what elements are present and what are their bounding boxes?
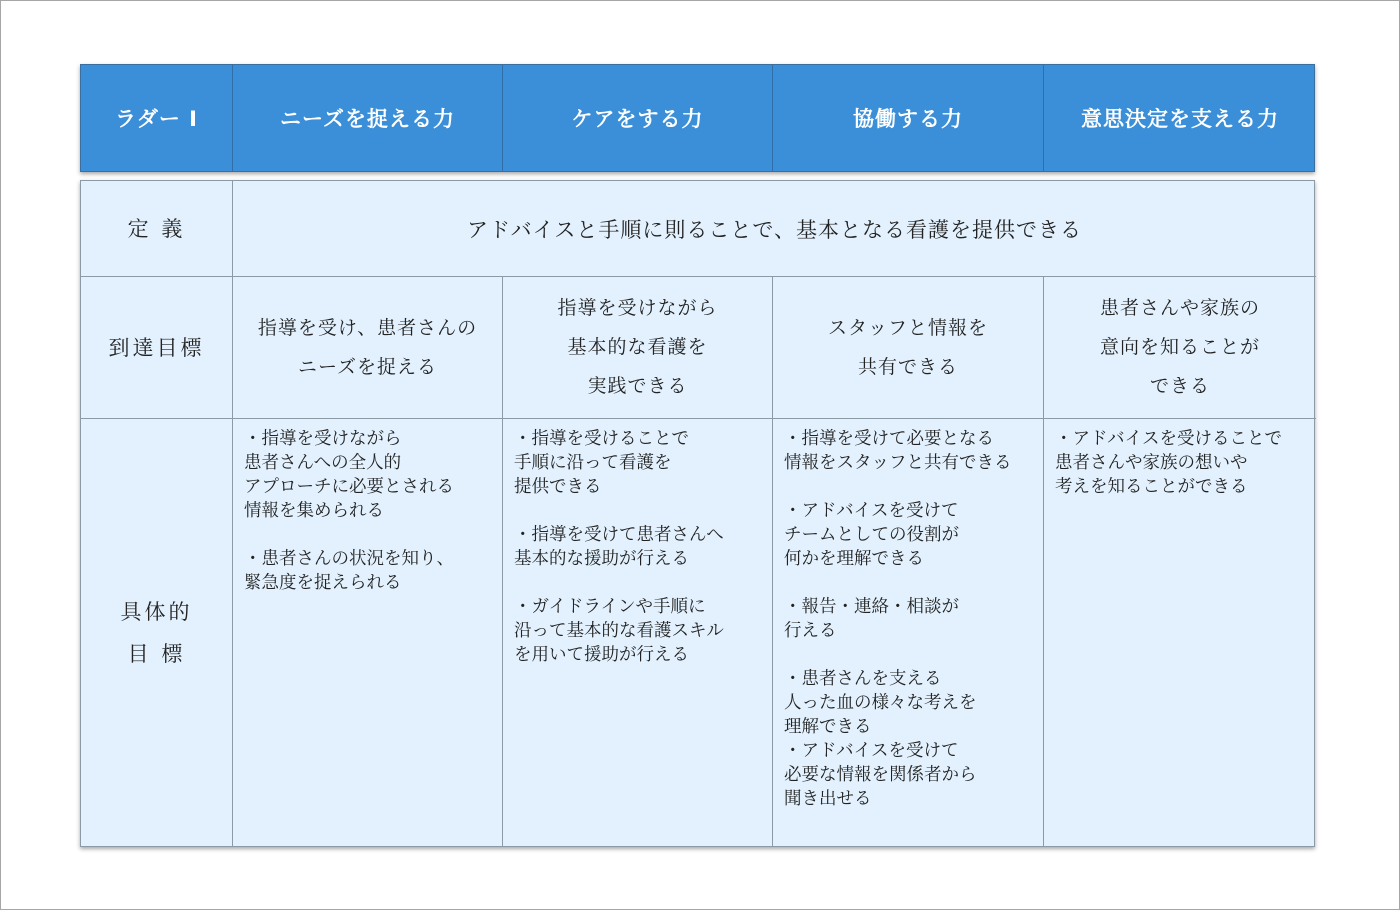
- detail-line: 手順に沿って看護を: [514, 453, 672, 473]
- detail-line: ・アドバイスを受けて: [784, 741, 959, 761]
- specific-collab-item: [784, 427, 1033, 475]
- goal-decision-line: できる: [1149, 375, 1210, 397]
- detail-line: アプローチに必要とされる: [244, 477, 454, 497]
- detail-line: 人った血の様々な考えを: [784, 693, 977, 713]
- specific-label-line: 目 標: [127, 641, 186, 666]
- specific-care-item: [514, 523, 762, 571]
- header-care-capacity: ケアをする力: [503, 65, 773, 171]
- ladder-body-table: [80, 180, 1315, 847]
- goal-needs-line: 指導を受け、患者さんの: [257, 316, 478, 339]
- goal-care: [503, 277, 773, 419]
- header-ladder-level: ラダー Ⅰ: [81, 65, 233, 171]
- goal-label: 到達目標: [81, 277, 233, 419]
- specific-decision: [1044, 419, 1316, 846]
- specific-collab-item: [784, 595, 1033, 643]
- goal-decision-line: 意向を知ることが: [1099, 336, 1260, 358]
- detail-line: ・報告・連絡・相談が: [784, 597, 959, 617]
- detail-line: 聞き出せる: [784, 789, 872, 809]
- detail-line: 患者さんや家族の想いや: [1055, 453, 1248, 473]
- detail-line: 考えを知ることができる: [1055, 477, 1248, 497]
- detail-line: 情報をスタッフと共有できる: [784, 453, 1012, 473]
- detail-line: ・指導を受けることで: [514, 429, 689, 449]
- detail-line: チームとしての役割が: [784, 525, 959, 545]
- specific-collab-item: [784, 739, 1033, 811]
- detail-line: ・指導を受けて患者さんへ: [514, 525, 724, 545]
- specific-decision-item: [1055, 427, 1306, 499]
- definition-label: 定 義: [81, 181, 233, 277]
- detail-line: ・患者さんの状況を知り、: [244, 549, 454, 569]
- detail-line: 情報を集められる: [244, 501, 384, 521]
- goal-collab-line: 共有できる: [857, 355, 958, 378]
- detail-line: ・指導を受けながら: [244, 429, 402, 449]
- detail-line: 必要な情報を関係者から: [784, 765, 977, 785]
- goal-care-line: 実践できる: [587, 375, 688, 397]
- detail-line: 患者さんへの全人的: [244, 453, 402, 473]
- specific-needs: [233, 419, 503, 846]
- detail-line: ・指導を受けて必要となる: [784, 429, 994, 449]
- detail-line: を用いて援助が行える: [514, 645, 689, 665]
- specific-collab: [773, 419, 1044, 846]
- specific-care-item: [514, 427, 762, 499]
- detail-line: 何かを理解できる: [784, 549, 924, 569]
- specific-collab-item: [784, 499, 1033, 571]
- detail-line: 基本的な援助が行える: [514, 549, 689, 569]
- specific-label-line: 具体的: [120, 599, 193, 624]
- detail-line: 理解できる: [784, 717, 872, 737]
- specific-care: [503, 419, 773, 846]
- detail-line: 提供できる: [514, 477, 602, 497]
- detail-line: 沿って基本的な看護スキル: [514, 621, 724, 641]
- goal-decision-line: 患者さんや家族の: [1099, 297, 1260, 319]
- definition-text: アドバイスと手順に則ることで、基本となる看護を提供できる: [233, 181, 1316, 277]
- detail-line: ・アドバイスを受けて: [784, 501, 959, 521]
- goal-collab-line: スタッフと情報を: [827, 316, 988, 339]
- detail-line: 緊急度を捉えられる: [244, 573, 402, 593]
- header-needs-capacity: ニーズを捉える力: [233, 65, 503, 171]
- goal-decision: [1044, 277, 1316, 419]
- goal-collab: [773, 277, 1044, 419]
- specific-needs-item: [244, 547, 492, 595]
- specific-collab-item: [784, 667, 1033, 739]
- detail-line: ・アドバイスを受けることで: [1055, 429, 1282, 449]
- specific-needs-item: [244, 427, 492, 523]
- header-decision-support-capacity: 意思決定を支える力: [1081, 107, 1279, 131]
- specific-care-item: [514, 595, 762, 667]
- header-collaboration-capacity: 協働する力: [773, 65, 1044, 171]
- goal-care-line: 基本的な看護を: [567, 336, 708, 358]
- detail-line: ・患者さんを支える: [784, 669, 942, 689]
- ladder-header-row: [80, 64, 1315, 172]
- goal-care-line: 指導を受けながら: [557, 297, 718, 319]
- detail-line: 行える: [784, 621, 837, 641]
- goal-needs-line: ニーズを捉える: [297, 355, 438, 378]
- detail-line: ・ガイドラインや手順に: [514, 597, 706, 617]
- specific-label: [81, 419, 233, 846]
- goal-needs: [233, 277, 503, 419]
